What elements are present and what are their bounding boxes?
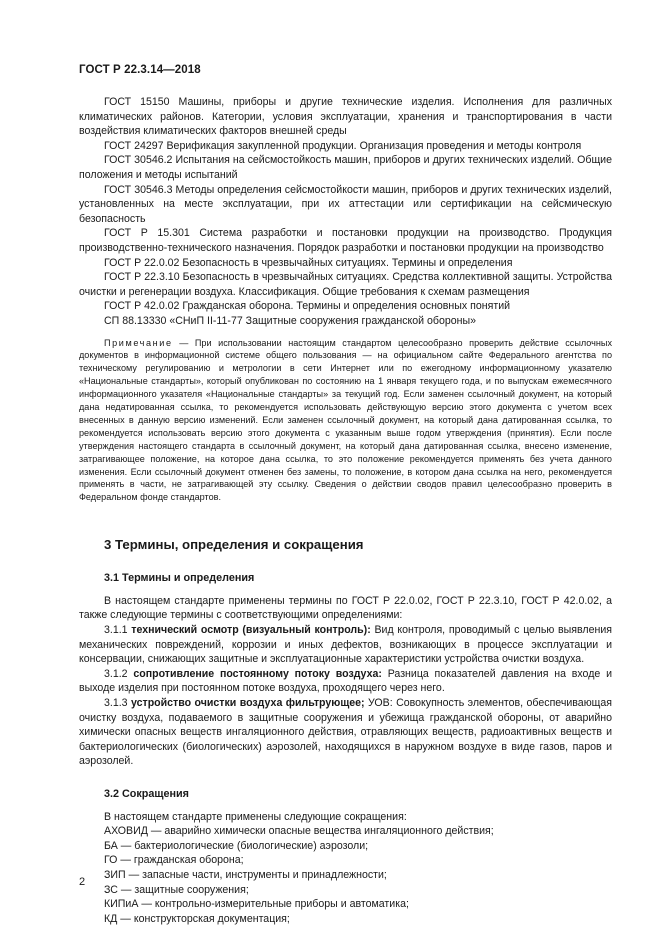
abbreviation-item: КД — конструкторская документация; bbox=[104, 912, 290, 925]
term-name: технический осмотр (визуальный контроль): bbox=[131, 624, 371, 637]
reference-item: ГОСТ 30546.2 Испытания на сейсмостойкость машин, приборов и других технических изделий. Общие положения и методы испытаний bbox=[79, 154, 612, 181]
reference-item: ГОСТ 15150 Машины, приборы и другие технические изделия. Исполнения для различных климатических районов. Категории, условия эксплуатации, хранения и транспортирования в части воздействия климатических факторов внешней среды bbox=[79, 96, 612, 138]
abbreviations-intro: В настоящем стандарте применены следующие сокращения: bbox=[104, 810, 407, 823]
term-definition: Вид контроля, проводимый с целью выявления механических повреждений, коррозии и иных дефектов, возникающих в процессе эксплуатации и консервации, снижающих защитные и эксплуатационные характеристики устройства очистки воздуха. bbox=[79, 624, 612, 666]
abbreviation-item: ЗИП — запасные части, инструменты и принадлежности; bbox=[104, 868, 387, 881]
term-definition: УОВ: Совокупность элементов, обеспечивающая очистку воздуха, подаваемого в защитные сооружения и убежища гражданской обороны, от аварийно химически опасных веществ ингаляционного действия, отравляющих веществ, радиоактивных веществ и бактериологических (биологических) аэрозолей, находящихся в наружном воздухе в виде газов, паров и аэрозолей. bbox=[79, 697, 612, 768]
term-entry bbox=[79, 667, 612, 696]
term-number: 3.1.2 bbox=[104, 667, 128, 680]
abbreviation-item: БА — бактериологические (биологические) аэрозоли; bbox=[104, 839, 369, 852]
section-title: 3 Термины, определения и сокращения bbox=[104, 537, 364, 553]
note-paragraph bbox=[79, 337, 612, 505]
reference-item: СП 88.13330 «СНиП II-11-77 Защитные сооружения гражданской обороны» bbox=[104, 314, 477, 327]
term-name: устройство очистки воздуха фильтрующее; bbox=[131, 697, 365, 710]
abbreviations-list bbox=[79, 824, 612, 926]
subsection-title-abbreviations: 3.2 Сокращения bbox=[104, 788, 189, 800]
terms-intro: В настоящем стандарте применены термины по ГОСТ Р 22.0.02, ГОСТ Р 22.3.10, ГОСТ Р 42.0.02, а также следующие термины с соответствующими определениями: bbox=[79, 594, 612, 622]
term-number: 3.1.3 bbox=[104, 697, 128, 710]
reference-item: ГОСТ Р 22.0.02 Безопасность в чрезвычайных ситуациях. Термины и определения bbox=[104, 256, 513, 269]
running-header: ГОСТ Р 22.3.14—2018 bbox=[79, 64, 201, 76]
term-entry bbox=[79, 623, 612, 667]
term-name: сопротивление постоянному потоку воздуха: bbox=[133, 667, 382, 680]
body-text bbox=[79, 95, 612, 926]
reference-item: ГОСТ Р 15.301 Система разработки и постановки продукции на производство. Продукция производственно-технического назначения. Порядок разработки и постановки продукции на производство bbox=[79, 227, 612, 254]
note-label: Примечание bbox=[104, 337, 173, 348]
abbreviation-item: АХОВИД — аварийно химически опасные вещества ингаляционного действия; bbox=[104, 825, 494, 838]
abbreviation-item: ЗС — защитные сооружения; bbox=[104, 883, 249, 896]
abbreviation-item: КИПиА — контрольно-измерительные приборы и автоматика; bbox=[104, 898, 409, 911]
subsection-title-terms: 3.1 Термины и определения bbox=[104, 572, 255, 585]
term-definition: Разница показателей давления на входе и выходе изделия при постоянном потоке воздуха, проходящего через него. bbox=[79, 667, 612, 695]
reference-item: ГОСТ 30546.3 Методы определения сейсмостойкости машин, приборов и других технических изделий, установленных на месте эксплуатации, при их аттестации или сертификации на сейсмическую безопасность bbox=[79, 183, 612, 225]
note-text: — При использовании настоящим стандартом целесообразно проверить действие ссылочных документов в информационной системе общего пользования — на официальном сайте Федерального агентства по техническому регулированию и метрологии в сети Интернет или по ежегодному информационному указателю «Национальные стандарты», который опубликован по состоянию на 1 января текущего года, и по выпускам ежемесячного информационного указателя «Национальные стандарты» за текущий год. Если заменен ссылочный документ, на который дана недатированная ссылка, то рекомендуется использовать действующую версию этого документа с учетом всех внесенных в данную версию изменений. Если заменен ссылочный документ, на который дана датированная ссылка, то рекомендуется использовать версию этого документа с указанным выше годом утверждения (принятия). Если после утверждения настоящего стандарта в ссылочный документ, на который дана датированная ссылка, внесено изменение, затрагивающее положение, на которое дана ссылка, то это положение рекомендуется применять без учета данного изменения. Если ссылочный документ отменен без замены, то положение, в котором дана ссылка на него, рекомендуется применять в части, не затрагивающей эту ссылку. Сведения о действии сводов правил целесообразно проверить в Федеральном фонде стандартов. bbox=[79, 337, 613, 503]
page-number: 2 bbox=[79, 876, 86, 888]
reference-item: ГОСТ 24297 Верификация закупленной продукции. Организация проведения и методы контроля bbox=[104, 139, 582, 152]
reference-item: ГОСТ Р 22.3.10 Безопасность в чрезвычайных ситуациях. Средства коллективной защиты. Устройства очистки и регенерации воздуха. Классификация. Общие требования к схемам размещения bbox=[79, 271, 612, 298]
normative-references-list bbox=[79, 95, 612, 329]
reference-item: ГОСТ Р 42.0.02 Гражданская оборона. Термины и определения основных понятий bbox=[104, 300, 511, 313]
term-entry bbox=[79, 696, 612, 769]
abbreviation-item: ГО — гражданская оборона; bbox=[104, 854, 244, 867]
term-number: 3.1.1 bbox=[104, 624, 128, 637]
